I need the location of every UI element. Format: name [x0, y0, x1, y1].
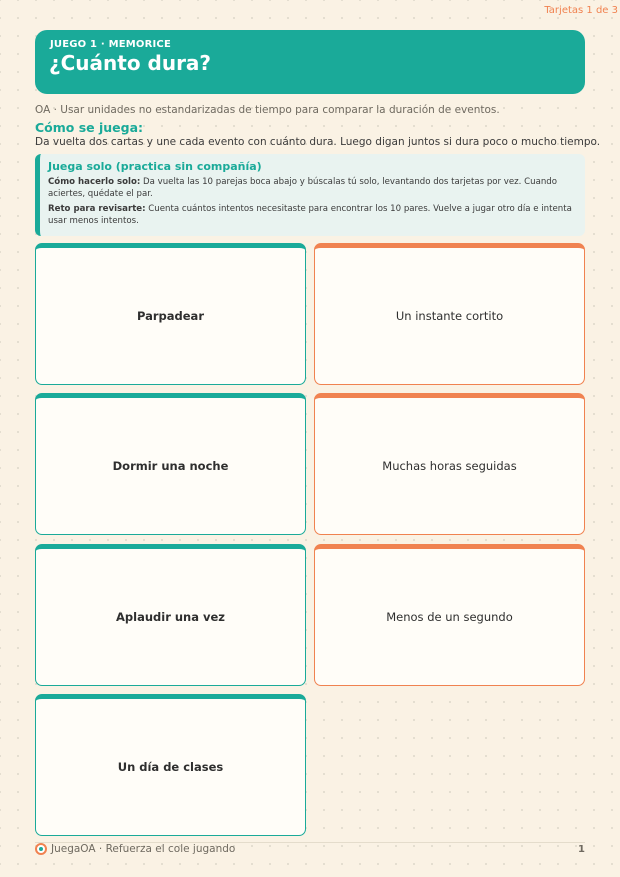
solo-play-box	[35, 154, 585, 236]
duration-card	[314, 393, 585, 535]
card-label: Un instante cortito	[395, 309, 504, 323]
howto-title: Cómo se juega:	[35, 120, 144, 135]
card-label: Muchas horas seguidas	[382, 459, 517, 473]
event-card	[35, 243, 306, 385]
event-card	[35, 393, 306, 535]
sheet-indicator: Tarjetas 1 de 3	[544, 5, 618, 16]
card-label: Un día de clases	[117, 760, 224, 774]
duration-card	[314, 243, 585, 385]
duration-card	[314, 544, 585, 686]
solo-challenge-label: Reto para revisarte:	[48, 204, 146, 214]
solo-challenge	[48, 203, 578, 227]
learning-objective: OA · Usar unidades no estandarizadas de tiempo para comparar la duración de eventos.	[35, 104, 500, 116]
game-kicker: JUEGO 1 · MEMORICE	[50, 39, 172, 50]
page-title: ¿Cuánto dura?	[49, 51, 212, 75]
solo-challenge-text: Cuenta cuántos intentos necesitaste para encontrar los 10 pares. Vuelve a jugar otro día e intenta usar menos intentos.	[48, 204, 572, 226]
solo-instructions-text: Da vuelta las 10 parejas boca abajo y búscalas tú solo, levantando dos tarjetas por vez. Cuando aciertes, quédate el par.	[48, 177, 558, 199]
footer-brand: JuegaOA · Refuerza el cole jugando	[51, 843, 236, 855]
card-label: Aplaudir una vez	[116, 610, 225, 624]
event-card	[35, 694, 306, 836]
solo-title: Juega solo (practica sin compañía)	[48, 160, 262, 173]
solo-instructions	[48, 176, 578, 200]
event-card	[35, 544, 306, 686]
logo-icon	[35, 843, 47, 855]
card-label: Menos de un segundo	[386, 610, 513, 624]
card-label: Parpadear	[136, 309, 204, 323]
solo-instructions-label: Cómo hacerlo solo:	[48, 177, 141, 187]
page-number: 1	[578, 844, 585, 855]
game-header	[35, 30, 585, 94]
howto-text: Da vuelta dos cartas y une cada evento con cuánto dura. Luego digan juntos si dura poco o mucho tiempo.	[35, 136, 601, 148]
card-label: Dormir una noche	[112, 459, 229, 473]
